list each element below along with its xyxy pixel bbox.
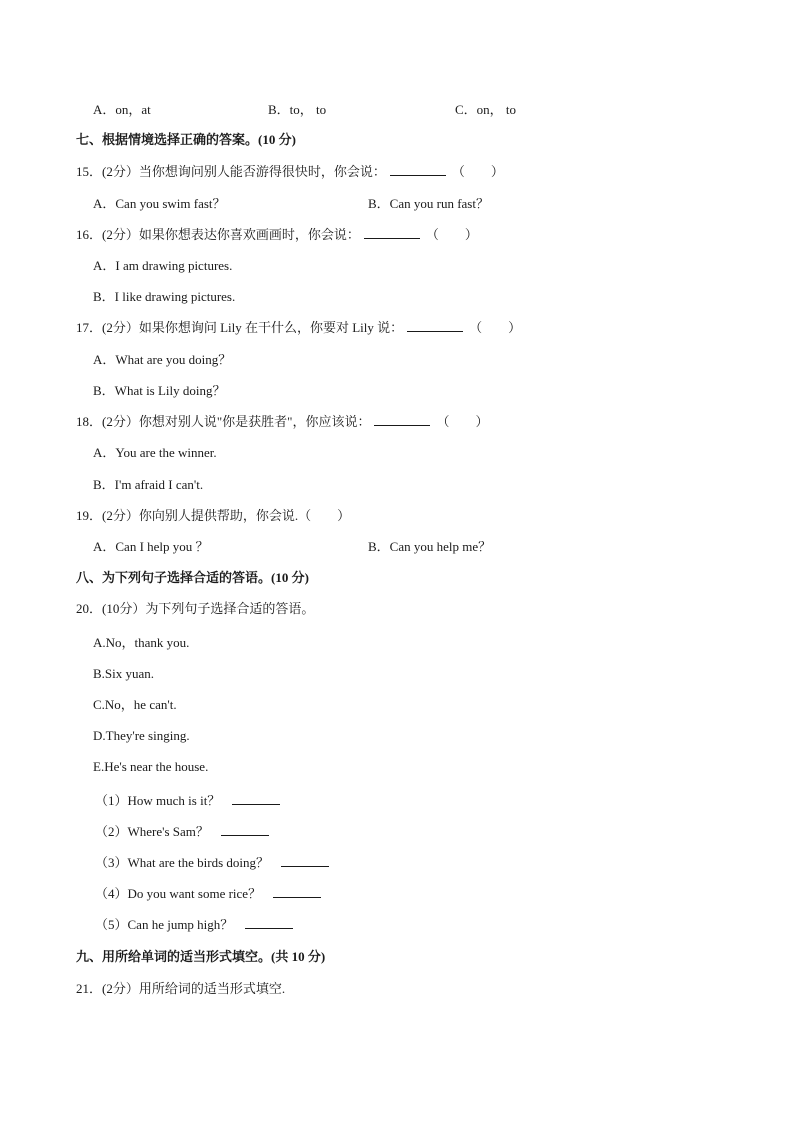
q20-item-2 xyxy=(95,823,275,841)
q20-choice-b: B.Six yuan. xyxy=(93,666,155,681)
answer-blank-15[interactable] xyxy=(390,163,446,176)
answer-blank-18[interactable] xyxy=(374,413,430,426)
q20-choice-c: C.No，he can't. xyxy=(93,697,177,712)
question-17-stem: 17．(2分）如果你想询问 Lily 在干什么，你要对 Lily 说： xyxy=(76,320,404,335)
answer-paren-19[interactable]: （ ） xyxy=(298,508,351,523)
q20-item-4-text: （4）Do you want some rice？ xyxy=(95,886,262,901)
section-9-heading: 九、用所给单词的适当形式填空。(共 10 分) xyxy=(76,949,326,964)
question-15-option-b[interactable]: B．Can you run fast？ xyxy=(368,196,489,211)
q20-choice-a: A.No，thank you. xyxy=(93,635,190,650)
answer-paren-17[interactable]: （ ） xyxy=(469,320,522,335)
question-18-stem: 18．(2分）你想对别人说"你是获胜者"，你应该说： xyxy=(76,414,371,429)
question-16-stem: 16．(2分）如果你想表达你喜欢画画时，你会说： xyxy=(76,227,360,242)
answer-blank-17[interactable] xyxy=(407,319,463,332)
question-15-option-a[interactable]: A．Can you swim fast？ xyxy=(93,196,226,211)
question-19 xyxy=(76,507,350,525)
answer-paren-18[interactable]: （ ） xyxy=(436,414,489,429)
question-18-option-b[interactable]: B．I'm afraid I can't. xyxy=(93,477,204,492)
q20-item-1-blank[interactable] xyxy=(232,792,280,805)
question-15-options xyxy=(93,195,593,213)
section-7-heading: 七、根据情境选择正确的答案。(10 分) xyxy=(76,132,296,147)
question-16 xyxy=(76,226,478,244)
question-19-options xyxy=(93,538,593,556)
q20-item-3 xyxy=(95,854,335,872)
question-16-option-b[interactable]: B．I like drawing pictures. xyxy=(93,289,236,304)
answer-paren-16[interactable]: （ ） xyxy=(425,227,478,242)
q14-option-b: B．to， to xyxy=(268,102,327,117)
answer-blank-16[interactable] xyxy=(364,226,420,239)
section-8-heading: 八、为下列句子选择合适的答语。(10 分) xyxy=(76,570,309,585)
question-17 xyxy=(76,319,521,337)
q20-item-5 xyxy=(95,916,299,934)
q20-item-3-blank[interactable] xyxy=(281,854,329,867)
q20-item-3-text: （3）What are the birds doing？ xyxy=(95,855,270,870)
q14-option-a: A．on，at xyxy=(93,102,151,117)
q20-item-1-text: （1）How much is it？ xyxy=(95,793,221,808)
question-17-option-b[interactable]: B．What is Lily doing？ xyxy=(93,383,226,398)
question-19-option-a[interactable]: A．Can I help you ？ xyxy=(93,539,209,554)
question-16-option-a[interactable]: A．I am drawing pictures. xyxy=(93,258,233,273)
q14-options xyxy=(93,101,693,119)
q20-item-4-blank[interactable] xyxy=(273,885,321,898)
q20-item-2-blank[interactable] xyxy=(221,823,269,836)
q20-item-5-text: （5）Can he jump high？ xyxy=(95,917,234,932)
q20-item-2-text: （2）Where's Sam？ xyxy=(95,824,209,839)
answer-paren-15[interactable]: （ ） xyxy=(451,164,504,179)
question-19-stem: 19．(2分）你向别人提供帮助，你会说. xyxy=(76,508,299,523)
q20-choice-e: E.He's near the house. xyxy=(93,759,209,774)
q20-item-4 xyxy=(95,885,327,903)
question-15-stem: 15．(2分）当你想询问别人能否游得很快时，你会说： xyxy=(76,164,386,179)
question-21-stem: 21．(2分）用所给词的适当形式填空. xyxy=(76,981,286,996)
q20-choice-d: D.They're singing. xyxy=(93,728,190,743)
question-17-option-a[interactable]: A．What are you doing？ xyxy=(93,352,232,367)
question-19-option-b[interactable]: B．Can you help me？ xyxy=(368,539,492,554)
question-20-stem: 20．(10分）为下列句子选择合适的答语。 xyxy=(76,601,315,616)
question-18-option-a[interactable]: A．You are the winner. xyxy=(93,445,217,460)
question-15 xyxy=(76,163,504,181)
q20-item-5-blank[interactable] xyxy=(245,916,293,929)
q20-item-1 xyxy=(95,792,286,810)
question-18 xyxy=(76,413,488,431)
q14-option-c: C．on， to xyxy=(455,102,517,117)
